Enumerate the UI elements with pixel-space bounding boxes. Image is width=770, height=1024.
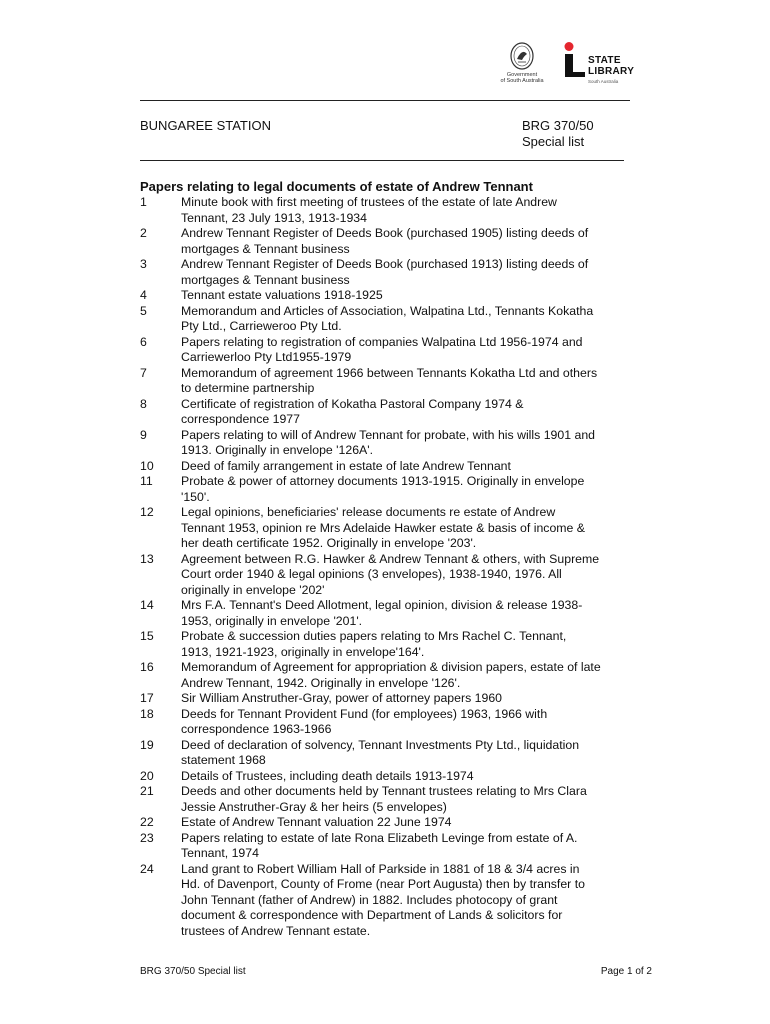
item-description: Legal opinions, beneficiaries' release documents re estate of Andrew Tennant 1953, opinion re Mrs Adelaide Hawker estate & basis of income & her death certificate 1952. Originally in envelope '203'. [181, 505, 585, 550]
library-i-mark-icon [560, 42, 586, 82]
list-item [140, 691, 640, 707]
item-number: 13 [140, 551, 154, 566]
item-description: Deed of declaration of solvency, Tennant Investments Pty Ltd., liquidation statement 1968 [181, 737, 580, 767]
footer-reference: BRG 370/50 Special list [140, 966, 246, 977]
item-number: 19 [140, 737, 154, 752]
item-number: 11 [140, 474, 153, 488]
list-item [140, 862, 640, 940]
header-top-rule [140, 100, 630, 101]
item-number: 12 [140, 505, 154, 519]
list-item [140, 784, 640, 815]
station-title: BUNGAREE STATION [140, 118, 271, 133]
list-item [140, 195, 640, 226]
item-description: Deeds for Tennant Provident Fund (for employees) 1963, 1966 with correspondence 1963-1966 [181, 706, 548, 736]
item-description: Andrew Tennant Register of Deeds Book (purchased 1913) listing deeds of mortgages & Tennant business [181, 257, 589, 287]
library-logo-subtext: South Australia [588, 79, 619, 84]
item-description: Minute book with first meeting of trustees of the estate of late Andrew Tennant, 23 July 1913, 1913-1934 [181, 195, 557, 225]
list-item [140, 226, 640, 257]
item-number: 18 [140, 706, 154, 721]
gov-logo-line-2: of South Australia [500, 78, 544, 84]
item-number: 15 [140, 629, 154, 643]
item-number: 17 [140, 691, 154, 705]
item-description: Tennant estate valuations 1918-1925 [181, 288, 383, 302]
item-description: Details of Trustees, including death details 1913-1974 [181, 768, 474, 783]
item-number: 9 [140, 427, 147, 442]
list-item [140, 769, 640, 785]
item-description: Memorandum of Agreement for appropriation & division papers, estate of late Andrew Tennant, 1942. Originally in envelope '126'. [181, 660, 601, 690]
item-number: 16 [140, 660, 154, 674]
item-number: 1 [140, 195, 147, 209]
item-number: 2 [140, 226, 147, 240]
item-list [140, 195, 640, 939]
item-number: 6 [140, 334, 147, 349]
list-item [140, 505, 640, 552]
list-item [140, 815, 640, 831]
item-description: Land grant to Robert William Hall of Parkside in 1881 of 18 & 3/4 acres in Hd. of Davenport, County of Frome (near Port Augusta) then by transfer to John Tennant (father of Andrew) in 1882. Includes photocopy of grant document & correspondence with Department of Lands & solicitors for trustees of Andrew Tennant estate. [181, 861, 585, 938]
library-logo-line-1: STATE [588, 55, 621, 66]
list-item [140, 397, 640, 428]
list-item [140, 707, 640, 738]
item-description: Andrew Tennant Register of Deeds Book (purchased 1905) listing deeds of mortgages & Tennant business [181, 226, 589, 256]
header-bottom-rule [140, 160, 624, 161]
item-description: Deeds and other documents held by Tennant trustees relating to Mrs Clara Jessie Anstruther-Gray & her heirs (5 envelopes) [181, 784, 587, 814]
list-item [140, 459, 640, 475]
item-number: 3 [140, 257, 147, 271]
list-item [140, 831, 640, 862]
item-description: Certificate of registration of Kokatha Pastoral Company 1974 & correspondence 1977 [181, 396, 524, 426]
item-number: 5 [140, 303, 147, 318]
page-number: Page 1 of 2 [600, 966, 652, 977]
item-number: 8 [140, 396, 147, 411]
list-item [140, 335, 640, 366]
reference-list-type: Special list [522, 134, 585, 149]
item-description: Papers relating to registration of companies Walpatina Ltd 1956-1974 and Carriewerloo Pty Ltd1955-1979 [181, 334, 583, 364]
state-library-logo [560, 42, 640, 94]
item-description: Mrs F.A. Tennant's Deed Allotment, legal opinion, division & release 1938- 1953, originally in envelope '201'. [181, 598, 583, 628]
item-number: 10 [140, 458, 154, 473]
library-logo-wordmark [588, 55, 634, 77]
list-item [140, 257, 640, 288]
item-number: 21 [140, 784, 154, 798]
header-logos [494, 42, 644, 94]
item-number: 20 [140, 768, 154, 783]
item-number: 22 [140, 815, 154, 829]
list-item [140, 660, 640, 691]
item-description: Probate & power of attorney documents 1913-1915. Originally in envelope '150'. [181, 474, 585, 504]
item-description: Deed of family arrangement in estate of late Andrew Tennant [181, 458, 511, 473]
item-description: Memorandum and Articles of Association, Walpatina Ltd., Tennants Kokatha Pty Ltd., Carrieweroo Pty Ltd. [181, 303, 594, 333]
item-description: Agreement between R.G. Hawker & Andrew Tennant & others, with Supreme Court order 1940 & legal opinions (3 envelopes), 1938-1940, 1976. All originally in envelope '202' [181, 551, 600, 597]
list-item [140, 428, 640, 459]
item-description: Estate of Andrew Tennant valuation 22 June 1974 [181, 815, 452, 829]
item-description: Papers relating to will of Andrew Tennant for probate, with his wills 1901 and 1913. Originally in envelope '126A'. [181, 427, 596, 457]
reference-code: BRG 370/50 [522, 118, 594, 133]
item-number: 24 [140, 861, 154, 876]
item-number: 14 [140, 598, 154, 612]
item-description: Papers relating to estate of late Rona Elizabeth Levinge from estate of A. Tennant, 1974 [181, 830, 578, 860]
list-item [140, 304, 640, 335]
item-number: 7 [140, 365, 147, 380]
government-of-south-australia-logo [494, 42, 550, 94]
list-item [140, 474, 640, 505]
library-logo-line-2: LIBRARY [588, 66, 635, 77]
item-description: Probate & succession duties papers relating to Mrs Rachel C. Tennant, 1913, 1921-1923, originally in envelope'164'. [181, 629, 567, 659]
list-item [140, 552, 640, 599]
list-item [140, 738, 640, 769]
list-item [140, 288, 640, 304]
list-item [140, 629, 640, 660]
item-description: Sir William Anstruther-Gray, power of attorney papers 1960 [181, 691, 502, 705]
item-number: 4 [140, 288, 147, 302]
piping-shrike-emblem-icon [509, 42, 535, 72]
list-item [140, 598, 640, 629]
item-number: 23 [140, 830, 154, 845]
gov-logo-line-1: Government [506, 72, 538, 78]
item-description: Memorandum of agreement 1966 between Tennants Kokatha Ltd and others to determine partnership [181, 365, 598, 395]
section-title: Papers relating to legal documents of estate of Andrew Tennant [140, 179, 533, 194]
reference-block [522, 118, 594, 150]
list-item [140, 366, 640, 397]
